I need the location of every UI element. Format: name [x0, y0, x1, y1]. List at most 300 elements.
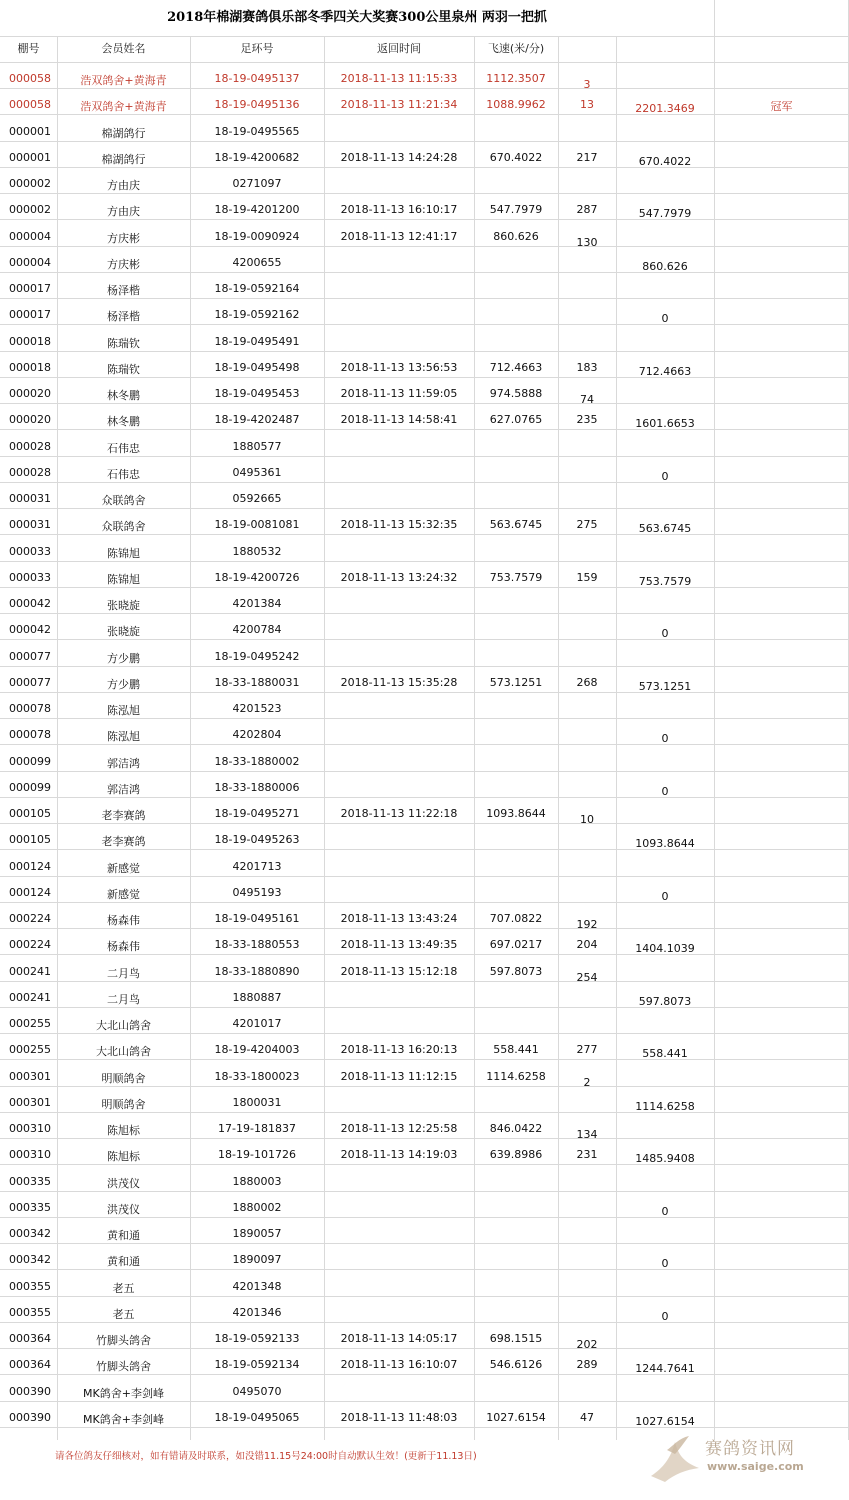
- cell-ring: 18-19-0081081: [214, 518, 300, 531]
- cell-ring: 18-33-1880553: [214, 938, 300, 951]
- cell-name: 郭洁鸿: [107, 756, 140, 770]
- cell-total: 547.7979: [638, 207, 692, 220]
- cell-name: 棉湖鸽行: [101, 152, 146, 166]
- cell-ring: 18-19-0592164: [214, 282, 300, 295]
- grid-row-line: [0, 1086, 849, 1087]
- grid-row-line: [0, 587, 849, 588]
- grid-row-line: [0, 1322, 849, 1323]
- cell-shed: 000124: [9, 859, 51, 873]
- cell-name: 杨森伟: [107, 914, 140, 927]
- cell-speed: 1112.3507: [486, 72, 546, 85]
- cell-name: 大北山鸽舍: [96, 1045, 151, 1058]
- cell-ring: 18-19-0495565: [214, 124, 300, 138]
- cell-rank: 3: [583, 78, 591, 91]
- cell-speed: 712.4663: [489, 360, 543, 374]
- cell-rank: 204: [576, 938, 598, 951]
- cell-name: 二月鸟: [107, 992, 140, 1006]
- grid-row-line: [0, 744, 849, 745]
- cell-time: 2018-11-13 11:12:15: [340, 1069, 458, 1083]
- cell-name: 方少鹏: [107, 677, 140, 691]
- cell-name: 石伟忠: [107, 467, 140, 481]
- cell-name: 众联鸽舍: [101, 494, 146, 507]
- cell-rank: 13: [580, 98, 594, 111]
- grid-row-line: [0, 167, 849, 168]
- cell-speed: 547.7979: [489, 203, 543, 216]
- grid-column-line: [324, 36, 325, 1440]
- cell-time: 2018-11-13 11:59:05: [340, 387, 458, 400]
- cell-award: 冠军: [770, 100, 793, 113]
- grid-row-line: [0, 246, 849, 247]
- grid-row-line: [0, 429, 849, 430]
- cell-ring: 18-19-101726: [218, 1148, 296, 1161]
- cell-total: 1485.9408: [635, 1152, 695, 1165]
- cell-ring: 1880577: [232, 439, 282, 453]
- grid-row-line: [0, 1374, 849, 1375]
- grid-row-line: [0, 456, 849, 457]
- grid-row-line: [0, 902, 849, 903]
- cell-speed: 573.1251: [489, 675, 543, 689]
- cell-shed: 000342: [9, 1227, 51, 1240]
- cell-ring: 4201713: [232, 859, 282, 873]
- grid-row-line: [0, 351, 849, 352]
- cell-ring: 18-19-4200682: [214, 150, 300, 164]
- cell-name: 老五: [112, 1307, 135, 1321]
- cell-ring: 18-33-1800023: [214, 1069, 300, 1083]
- cell-speed: 546.6126: [489, 1358, 543, 1371]
- cell-speed: 698.1515: [489, 1332, 543, 1345]
- cell-speed: 697.0217: [489, 938, 543, 951]
- cell-shed: 000033: [9, 570, 51, 584]
- grid-row-line: [0, 193, 849, 194]
- cell-ring: 18-19-4201200: [214, 203, 300, 216]
- page-title: 2018年棉湖赛鸽俱乐部冬季四关大奖赛300公里泉州 两羽一把抓: [167, 10, 547, 25]
- watermark-title: 赛鸽资讯网: [705, 1439, 795, 1459]
- cell-rank: 47: [580, 1410, 594, 1424]
- cell-name: 张晓旋: [107, 625, 140, 638]
- grid-row-line: [0, 1348, 849, 1349]
- grid-row-line: [0, 1269, 849, 1270]
- cell-ring: 1880532: [232, 544, 282, 558]
- header-time: 返回时间: [377, 42, 421, 55]
- cell-time: 2018-11-13 13:49:35: [340, 938, 458, 951]
- cell-speed: 1027.6154: [486, 1410, 546, 1424]
- cell-speed: 563.6745: [489, 518, 543, 531]
- cell-rank: 10: [580, 813, 594, 826]
- cell-shed: 000031: [9, 492, 51, 505]
- cell-time: 2018-11-13 14:58:41: [340, 413, 458, 426]
- cell-total: 1601.6653: [635, 417, 695, 430]
- cell-rank: 289: [576, 1358, 598, 1371]
- cell-rank: 192: [576, 918, 598, 931]
- cell-shed: 000255: [9, 1043, 51, 1056]
- grid-row-line: [0, 324, 849, 325]
- cell-speed: 639.8986: [489, 1148, 543, 1161]
- grid-row-line: [0, 403, 849, 404]
- cell-time: 2018-11-13 13:56:53: [340, 360, 458, 374]
- cell-shed: 000058: [9, 72, 51, 85]
- cell-speed: 974.5888: [489, 387, 543, 400]
- cell-shed: 000301: [9, 1069, 51, 1083]
- header-ring: 足环号: [240, 42, 274, 55]
- cell-rank: 277: [576, 1043, 598, 1056]
- cell-shed: 000077: [9, 675, 51, 689]
- cell-total: 670.4022: [638, 154, 692, 168]
- cell-rank: 202: [576, 1338, 598, 1351]
- header-name: 会员姓名: [101, 42, 146, 55]
- cell-total: 563.6745: [638, 522, 692, 535]
- cell-time: 2018-11-13 15:35:28: [340, 675, 458, 689]
- cell-name: 新感觉: [107, 861, 140, 875]
- cell-time: 2018-11-13 11:22:18: [340, 807, 458, 820]
- cell-shed: 000042: [9, 623, 51, 636]
- cell-shed: 000099: [9, 780, 51, 794]
- cell-shed: 000224: [9, 938, 51, 951]
- cell-time: 2018-11-13 13:24:32: [340, 570, 458, 584]
- cell-ring: 4200784: [232, 623, 282, 636]
- cell-shed: 000335: [9, 1174, 51, 1188]
- cell-rank: 254: [576, 970, 598, 984]
- cell-name: 方由庆: [107, 205, 140, 218]
- cell-total: 597.8073: [638, 994, 692, 1008]
- cell-rank: 183: [576, 360, 598, 374]
- cell-ring: 18-19-0495161: [214, 912, 300, 925]
- cell-ring: 4201346: [232, 1305, 282, 1319]
- cell-total: 0: [661, 312, 669, 325]
- cell-name: 方少鹏: [107, 651, 140, 665]
- cell-speed: 627.0765: [489, 413, 543, 426]
- cell-time: 2018-11-13 16:20:13: [340, 1043, 458, 1056]
- cell-ring: 18-19-0592134: [214, 1358, 300, 1371]
- grid-row-line: [0, 114, 849, 115]
- cell-shed: 000017: [9, 282, 51, 295]
- grid-row-line: [0, 272, 849, 273]
- cell-ring: 1890097: [232, 1253, 282, 1266]
- cell-rank: 231: [576, 1148, 598, 1161]
- cell-name: 黄和通: [107, 1229, 140, 1242]
- cell-name: 陈旭标: [107, 1124, 140, 1137]
- grid-row-line: [0, 639, 849, 640]
- cell-rank: 159: [576, 570, 598, 584]
- grid-row-line: [0, 692, 849, 693]
- cell-speed: 670.4022: [489, 150, 543, 164]
- cell-ring: 18-19-0495137: [214, 72, 300, 85]
- cell-name: 竹脚头鸽舍: [96, 1334, 151, 1347]
- cell-ring: 17-19-181837: [218, 1122, 296, 1135]
- cell-time: 2018-11-13 15:12:18: [340, 964, 458, 978]
- cell-speed: 753.7579: [489, 570, 543, 584]
- cell-total: 0: [661, 627, 669, 640]
- grid-row-line: [0, 1217, 849, 1218]
- cell-shed: 000018: [9, 360, 51, 374]
- grid-row-line: [0, 1112, 849, 1113]
- grid-row-line: [0, 613, 849, 614]
- cell-ring: 18-19-0495136: [214, 98, 300, 111]
- cell-name: 陈泓旭: [107, 730, 140, 743]
- grid-row-line: [0, 1059, 849, 1060]
- cell-name: MK鸽舍+李剑峰: [83, 1412, 164, 1426]
- cell-name: 陈锦旭: [107, 546, 140, 560]
- cell-shed: 000310: [9, 1148, 51, 1161]
- cell-name: 洪茂仪: [107, 1202, 140, 1216]
- cell-shed: 000301: [9, 1095, 51, 1109]
- cell-ring: 18-19-4200726: [214, 570, 300, 584]
- grid-row-line: [0, 377, 849, 378]
- cell-rank: 2: [583, 1075, 591, 1089]
- cell-shed: 000002: [9, 177, 51, 190]
- cell-ring: 18-19-4202487: [214, 413, 300, 426]
- cell-rank: 235: [576, 413, 598, 426]
- cell-name: 新感觉: [107, 887, 140, 901]
- cell-ring: 18-19-0495271: [214, 807, 300, 820]
- cell-ring: 18-19-0495491: [214, 334, 300, 348]
- cell-name: 杨森伟: [107, 940, 140, 953]
- cell-name: 林冬鹏: [107, 389, 140, 402]
- cell-shed: 000020: [9, 413, 51, 426]
- cell-shed: 000105: [9, 807, 51, 820]
- cell-time: 2018-11-13 16:10:17: [340, 203, 458, 216]
- cell-name: 竹脚头鸽舍: [96, 1360, 151, 1373]
- cell-name: 老李赛鸽: [101, 809, 146, 822]
- cell-shed: 000241: [9, 990, 51, 1004]
- grid-row-line: [0, 508, 849, 509]
- grid-row-line: [0, 797, 849, 798]
- cell-total: 1404.1039: [635, 942, 695, 955]
- grid-row-line: [0, 1033, 849, 1034]
- grid-row-line: [0, 534, 849, 535]
- cell-name: 方庆彬: [107, 257, 140, 271]
- cell-name: 陈瑞钦: [107, 336, 140, 350]
- cell-total: 1244.7641: [635, 1362, 695, 1375]
- cell-total: 2201.3469: [635, 102, 695, 115]
- cell-ring: 18-19-0495065: [214, 1410, 300, 1424]
- pigeon-logo-icon: [645, 1428, 705, 1488]
- cell-shed: 000078: [9, 728, 51, 741]
- cell-name: 方由庆: [107, 179, 140, 192]
- cell-name: 洪茂仪: [107, 1176, 140, 1190]
- cell-name: 陈锦旭: [107, 572, 140, 586]
- cell-shed: 000077: [9, 649, 51, 663]
- grid-row-line: [0, 718, 849, 719]
- cell-ring: 4201017: [232, 1017, 282, 1030]
- cell-shed: 000002: [9, 203, 51, 216]
- cell-ring: 4201348: [232, 1279, 282, 1293]
- cell-total: 0: [661, 784, 669, 798]
- cell-name: 黄和通: [107, 1255, 140, 1268]
- cell-ring: 18-33-1880002: [214, 754, 300, 768]
- cell-total: 0: [661, 1309, 669, 1323]
- watermark: [645, 1428, 845, 1492]
- cell-shed: 000033: [9, 544, 51, 558]
- cell-shed: 000335: [9, 1200, 51, 1214]
- cell-name: 老李赛鸽: [101, 835, 146, 848]
- cell-name: 大北山鸽舍: [96, 1019, 151, 1032]
- grid-row-line: [0, 1138, 849, 1139]
- cell-total: 0: [661, 469, 669, 483]
- cell-ring: 18-19-0495242: [214, 649, 300, 663]
- grid-row-line: [0, 1164, 849, 1165]
- cell-shed: 000241: [9, 964, 51, 978]
- cell-shed: 000042: [9, 597, 51, 610]
- cell-shed: 000364: [9, 1332, 51, 1345]
- grid-row-line: [0, 1401, 849, 1402]
- cell-time: 2018-11-13 11:21:34: [340, 98, 458, 111]
- cell-time: 2018-11-13 12:41:17: [340, 229, 458, 243]
- cell-shed: 000224: [9, 912, 51, 925]
- cell-name: 郭洁鸿: [107, 782, 140, 796]
- cell-time: 2018-11-13 12:25:58: [340, 1122, 458, 1135]
- grid-row-line: [0, 298, 849, 299]
- cell-shed: 000017: [9, 308, 51, 321]
- cell-name: 张晓旋: [107, 599, 140, 612]
- cell-total: 0: [661, 889, 669, 903]
- cell-ring: 0495070: [232, 1384, 282, 1398]
- cell-ring: 18-19-4204003: [214, 1043, 300, 1056]
- cell-shed: 000390: [9, 1384, 51, 1398]
- cell-speed: 558.441: [493, 1043, 539, 1056]
- cell-name: 杨泽楷: [107, 310, 140, 323]
- cell-ring: 18-33-1880890: [214, 964, 300, 978]
- cell-shed: 000342: [9, 1253, 51, 1266]
- cell-ring: 1800031: [232, 1095, 282, 1109]
- cell-time: 2018-11-13 15:32:35: [340, 518, 458, 531]
- notice-text: 请各位鸽友仔细核对，如有错请及时联系，如没错11.15号24:00时自动默认生效！(更新于11.13日): [55, 1451, 477, 1462]
- grid-row-line: [0, 876, 849, 877]
- cell-total: 712.4663: [638, 364, 692, 378]
- cell-ring: 1890057: [232, 1227, 282, 1240]
- cell-shed: 000124: [9, 885, 51, 899]
- grid-row-line: [0, 1296, 849, 1297]
- grid-column-line: [714, 0, 715, 1440]
- grid-row-line: [0, 1243, 849, 1244]
- cell-speed: 846.0422: [489, 1122, 543, 1135]
- cell-shed: 000105: [9, 833, 51, 846]
- cell-name: 浩双鸽舍+黄海青: [80, 100, 167, 113]
- cell-ring: 1880887: [232, 990, 282, 1004]
- cell-ring: 1880003: [232, 1174, 282, 1188]
- cell-shed: 000364: [9, 1358, 51, 1371]
- cell-ring: 18-19-0592133: [214, 1332, 300, 1345]
- cell-name: 陈泓旭: [107, 704, 140, 717]
- cell-name: 众联鸽舍: [101, 520, 146, 533]
- cell-shed: 000001: [9, 124, 51, 138]
- cell-name: 杨泽楷: [107, 284, 140, 297]
- cell-total: 1027.6154: [635, 1414, 695, 1428]
- cell-speed: 707.0822: [489, 912, 543, 925]
- cell-shed: 000255: [9, 1017, 51, 1030]
- grid-row-line: [0, 928, 849, 929]
- header-shed: 棚号: [17, 42, 40, 55]
- cell-ring: 4201523: [232, 702, 282, 715]
- grid-row-line: [0, 981, 849, 982]
- cell-time: 2018-11-13 14:24:28: [340, 150, 458, 164]
- cell-ring: 0271097: [232, 177, 282, 190]
- cell-total: 0: [661, 732, 669, 745]
- cell-shed: 000355: [9, 1279, 51, 1293]
- cell-ring: 4200655: [232, 255, 282, 269]
- cell-ring: 18-19-0495498: [214, 360, 300, 374]
- cell-name: 老五: [112, 1281, 135, 1295]
- cell-ring: 4202804: [232, 728, 282, 741]
- grid-row-line: [0, 88, 849, 89]
- cell-name: 明顺鸽舍: [101, 1071, 146, 1085]
- cell-name: 陈旭标: [107, 1150, 140, 1163]
- watermark-url: www.saige.com: [707, 1460, 804, 1473]
- cell-time: 2018-11-13 14:05:17: [340, 1332, 458, 1345]
- cell-rank: 217: [576, 150, 598, 164]
- cell-total: 753.7579: [638, 574, 692, 588]
- cell-speed: 597.8073: [489, 964, 543, 978]
- cell-name: 明顺鸽舍: [101, 1097, 146, 1111]
- cell-rank: 130: [576, 235, 598, 249]
- cell-shed: 000390: [9, 1410, 51, 1424]
- cell-shed: 000018: [9, 334, 51, 348]
- grid-row-line: [0, 823, 849, 824]
- cell-ring: 18-33-1880006: [214, 780, 300, 794]
- cell-ring: 0495193: [232, 885, 282, 899]
- cell-speed: 860.626: [493, 229, 539, 243]
- cell-shed: 000028: [9, 465, 51, 479]
- header-speed: 飞速(米/分): [487, 42, 545, 55]
- cell-name: MK鸽舍+李剑峰: [83, 1386, 164, 1400]
- cell-shed: 000058: [9, 98, 51, 111]
- cell-total: 1114.6258: [635, 1099, 695, 1113]
- cell-total: 0: [661, 1257, 669, 1270]
- grid-row-line: [0, 219, 849, 220]
- cell-name: 二月鸟: [107, 966, 140, 980]
- grid-row-line: [0, 561, 849, 562]
- cell-name: 石伟忠: [107, 441, 140, 455]
- cell-ring: 18-33-1880031: [214, 675, 300, 689]
- cell-ring: 1880002: [232, 1200, 282, 1214]
- grid-row-line: [0, 849, 849, 850]
- grid-row-line: [0, 666, 849, 667]
- cell-name: 方庆彬: [107, 231, 140, 245]
- cell-shed: 000310: [9, 1122, 51, 1135]
- cell-name: 棉湖鸽行: [101, 126, 146, 140]
- grid-row-line: [0, 1191, 849, 1192]
- cell-total: 1093.8644: [635, 837, 695, 850]
- grid-row-line: [0, 1007, 849, 1008]
- cell-ring: 0495361: [232, 465, 282, 479]
- cell-shed: 000004: [9, 255, 51, 269]
- cell-name: 陈瑞钦: [107, 362, 140, 376]
- cell-ring: 18-19-0495453: [214, 387, 300, 400]
- grid-row-line: [0, 771, 849, 772]
- cell-speed: 1093.8644: [486, 807, 546, 820]
- cell-time: 2018-11-13 11:15:33: [340, 72, 458, 85]
- cell-name: 林冬鹏: [107, 415, 140, 428]
- cell-speed: 1114.6258: [486, 1069, 546, 1083]
- cell-time: 2018-11-13 11:48:03: [340, 1410, 458, 1424]
- grid-column-line: [474, 36, 475, 1440]
- grid-row-line: [0, 141, 849, 142]
- cell-shed: 000020: [9, 387, 51, 400]
- cell-ring: 18-19-0592162: [214, 308, 300, 321]
- cell-shed: 000031: [9, 518, 51, 531]
- cell-total: 860.626: [642, 259, 688, 273]
- cell-ring: 4201384: [232, 597, 282, 610]
- cell-time: 2018-11-13 13:43:24: [340, 912, 458, 925]
- cell-ring: 18-19-0090924: [214, 229, 300, 243]
- cell-rank: 275: [576, 518, 598, 531]
- cell-rank: 74: [580, 393, 594, 406]
- cell-name: 浩双鸽舍+黄海青: [80, 74, 167, 87]
- cell-shed: 000078: [9, 702, 51, 715]
- cell-time: 2018-11-13 14:19:03: [340, 1148, 458, 1161]
- cell-rank: 268: [576, 675, 598, 689]
- cell-total: 0: [661, 1204, 669, 1218]
- grid-row-line: [0, 62, 849, 63]
